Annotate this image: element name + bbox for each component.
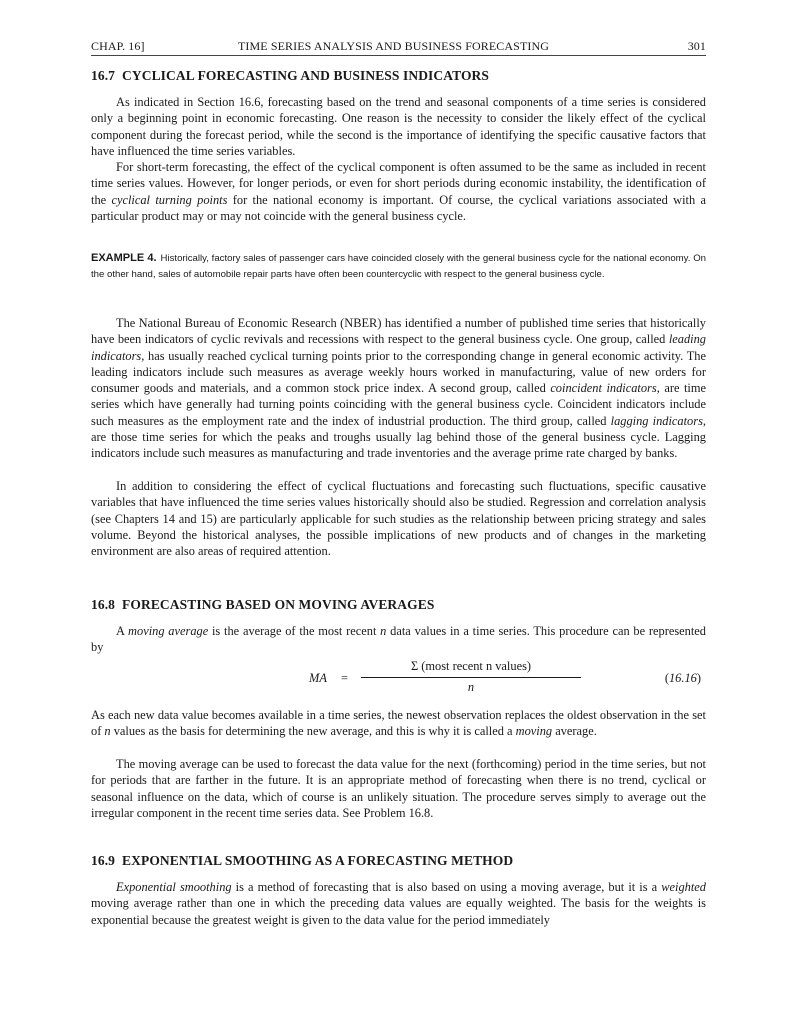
section-number: 16.7 [91,68,116,83]
chapter-label: CHAP. 16] [91,39,145,53]
key-term: moving average [128,624,209,638]
paren-close: ) [696,671,701,685]
text-run: The National Bureau of Economic Research (NBER) has identified a number of published time series that historically have been indicators of cyclic revivals and recessions with respect to the general business cycle. One group, called [91,316,706,347]
text-run: As each new data value becomes available in a time series, the newest observation replaces the oldest observation in the set of [91,708,706,739]
formula-denominator: n [467,680,475,694]
key-term: Exponential smoothing [116,880,232,894]
section-number: 16.9 [91,853,116,868]
key-term: coincident indicators [550,381,657,396]
paragraph [91,623,706,656]
variable-n: n [104,724,111,739]
section-title: FORECASTING BASED ON MOVING AVERAGES [122,597,435,612]
example-label: EXAMPLE 4. [91,252,157,264]
text-run: for the national economy is important. Of course, the cyclical variations associated with a particular product may or may not coincide with the general business cycle. [91,192,706,223]
fraction-bar [361,677,581,678]
formula-lhs: MA [309,671,327,685]
text-run: values as the basis for determining the new average, and this is why it is called a [110,724,516,739]
equation-number [665,671,701,686]
paragraph: In addition to considering the effect of cyclical fluctuations and forecasting such fluctuations, specific causative variables that have influenced the time series values historically should also be studied. Regression and correlation analysis (see Chapters 14 and 15) are particularly applicable for such studies as the relationship between pricing strategy and sales volume. Beyond the historical analyses, the possible implications of new products and of changes in the marketing environment are also areas of required attention. [91,479,706,559]
key-term: weighted [661,880,706,894]
text-run: is a method of forecasting that is also based on using a moving average, but it is a [231,880,662,894]
key-term: moving [515,724,553,739]
example-block [91,250,706,284]
formula-equals: = [341,671,348,685]
text-run: , are time series which have generally had turning points coinciding with the general business cycle. Coincident indicators include such measures as the employment rate and the index of industrial production. The third group, called [91,381,706,428]
paren-open: ( [664,671,669,685]
section-heading-16-7 [91,68,489,84]
paragraph [91,707,706,740]
key-term: lagging indicators [610,413,703,428]
text-run: data values in a time series. This procedure can be represented by [91,624,706,655]
moving-average-formula [91,657,706,703]
text-run: moving average rather than one in which the preceding data values are equally weighted. The basis for the weights is exponential because the greatest weight is given to the data value for the period immediately [91,896,706,927]
formula-numerator: Σ (most recent n values) [410,659,532,673]
section-heading-16-9 [91,853,513,869]
paragraph [91,315,706,462]
running-title: TIME SERIES ANALYSIS AND BUSINESS FORECASTING [238,39,550,53]
section-heading-16-8 [91,597,434,613]
equation-number-value: 16.16 [668,671,697,685]
text-run: For short-term forecasting, the effect of the cyclical component is often assumed to be the same as included in recent time series values. However, for longer periods, or even for short periods during economic instability, the identification of the [91,160,706,207]
section-number: 16.8 [91,597,116,612]
text-run: , has usually reached cyclical turning points prior to the corresponding change in general economic activity. The leading indicators include such measures as average weekly hours worked in manufacturing, value of new orders for consumer goods and materials, and a common stock price index. A second group, called [91,348,706,396]
key-term: leading indicators [91,332,706,363]
paragraph: The moving average can be used to forecast the data value for the next (forthcoming) period in the time series, but not for periods that are farther in the future. It is an appropriate method of forecasting when there is no trend, cyclical or seasonal influence on the data, which of course is an unlikely situation. The procedure serves simply to average out the irregular component in the recent time series data. See Problem 16.8. [91,757,706,820]
text-run: average. [552,724,597,739]
text-run: is the average of the most recent [208,624,381,638]
text-run: , are those time series for which the peaks and troughs usually lag behind those of the general business cycle. Lagging indicators include such measures as manufacturing and trade inventories and the average prime rate charged by banks. [91,413,706,461]
paragraph [91,879,706,928]
section-title: EXPONENTIAL SMOOTHING AS A FORECASTING METHOD [122,853,514,868]
key-term: cyclical turning points [111,192,228,207]
paragraph: As indicated in Section 16.6, forecasting based on the trend and seasonal components of a time series is considered only a beginning point in economic forecasting. One reason is the necessity to consider the likely effect of the cyclical component during the forecast period, while the second is the importance of identifying the specific causative factors that have influenced the time series variables. [91,95,706,158]
running-head [91,39,706,55]
paragraph [91,159,706,224]
section-title: CYCLICAL FORECASTING AND BUSINESS INDICATORS [122,68,490,83]
page-number: 301 [687,39,706,53]
header-rule [91,55,706,56]
variable-n: n [380,624,387,638]
example-text: Historically, factory sales of passenger cars have coincided closely with the general business cycle for the national economy. On the other hand, sales of automobile repair parts have often been countercyclic with respect to the general business cycle. [91,253,706,281]
text-run: A [116,624,129,638]
